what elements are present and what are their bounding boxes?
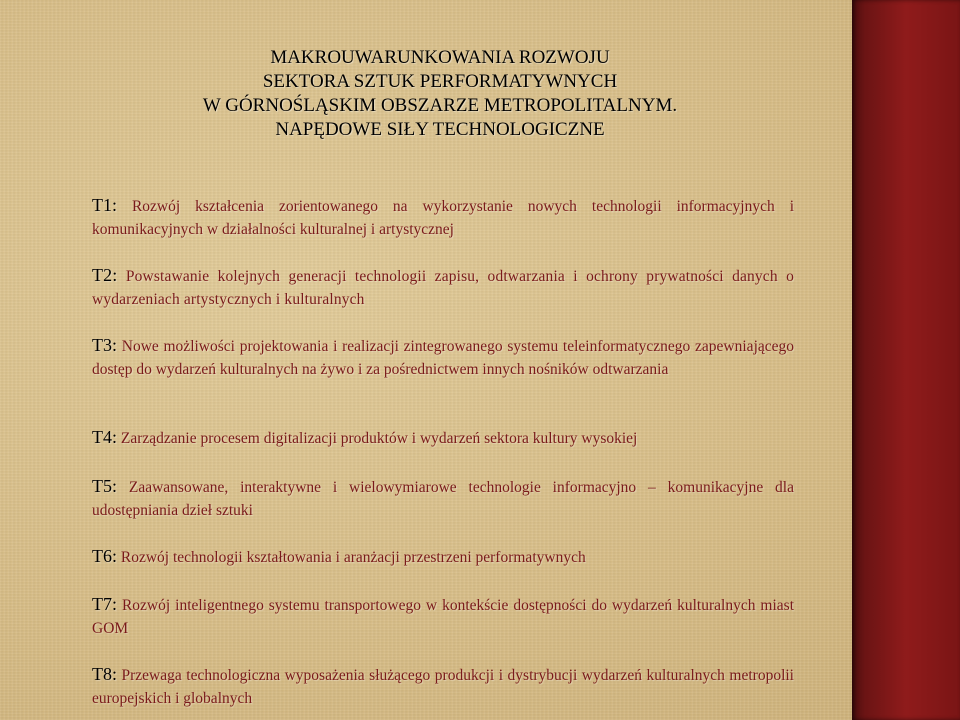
item-label: T7: <box>92 594 117 614</box>
item-text: Powstawanie kolejnych generacji technologii zapisu, odtwarzania i ochrony prywatności danych o wydarzeniach artystycznych i kulturalnych <box>92 268 794 308</box>
technology-driver-t4 <box>92 426 794 450</box>
item-label: T5: <box>92 476 117 496</box>
slide-title <box>80 46 800 142</box>
title-line-4: NAPĘDOWE SIŁY TECHNOLOGICZNE <box>275 119 605 140</box>
title-line-3: W GÓRNOŚLĄSKIM OBSZARZE METROPOLITALNYM. <box>202 95 678 116</box>
item-label: T3: <box>92 335 117 355</box>
item-label: T8: <box>92 664 117 684</box>
item-text: Przewaga technologiczna wyposażenia służącego produkcji i dystrybucji wydarzeń kulturalnych metropolii europejskich i globalnych <box>92 667 794 707</box>
title-line-1: MAKROUWARUNKOWANIA ROZWOJU <box>270 47 610 68</box>
technology-driver-t7 <box>92 593 794 640</box>
technology-driver-t6 <box>92 545 794 569</box>
item-text: Rozwój inteligentnego systemu transportowego w kontekście dostępności do wydarzeń kulturalnych miast GOM <box>92 597 795 637</box>
item-text: Nowe możliwości projektowania i realizacji zintegrowanego systemu teleinformatycznego zapewniającego dostęp do wydarzeń kulturalnych na żywo i za pośrednictwem innych nośników odtwarzania <box>92 338 795 378</box>
title-line-2: SEKTORA SZTUK PERFORMATYWNYCH <box>262 71 618 92</box>
technology-driver-t3 <box>92 334 794 381</box>
item-text: Zarządzanie procesem digitalizacji produktów i wydarzeń sektora kultury wysokiej <box>120 430 638 447</box>
technology-driver-t1 <box>92 194 794 241</box>
item-label: T2: <box>92 265 118 285</box>
item-text: Zaawansowane, interaktywne i wielowymiarowe technologie informacyjno – komunikacyjne dla udostępniania dzieł sztuki <box>92 479 794 519</box>
item-label: T6: <box>92 546 117 566</box>
item-label: T1: <box>92 195 117 215</box>
decorative-side-strip <box>852 0 960 720</box>
item-label: T4: <box>92 427 117 447</box>
technology-driver-t2 <box>92 264 794 311</box>
item-text: Rozwój kształcenia zorientowanego na wykorzystanie nowych technologii informacyjnych i komunikacyjnych w działalności kulturalnej i artystycznej <box>92 198 794 238</box>
technology-driver-t8 <box>92 663 794 710</box>
technology-driver-t5 <box>92 475 794 522</box>
item-text: Rozwój technologii kształtowania i aranżacji przestrzeni performatywnych <box>120 549 586 566</box>
